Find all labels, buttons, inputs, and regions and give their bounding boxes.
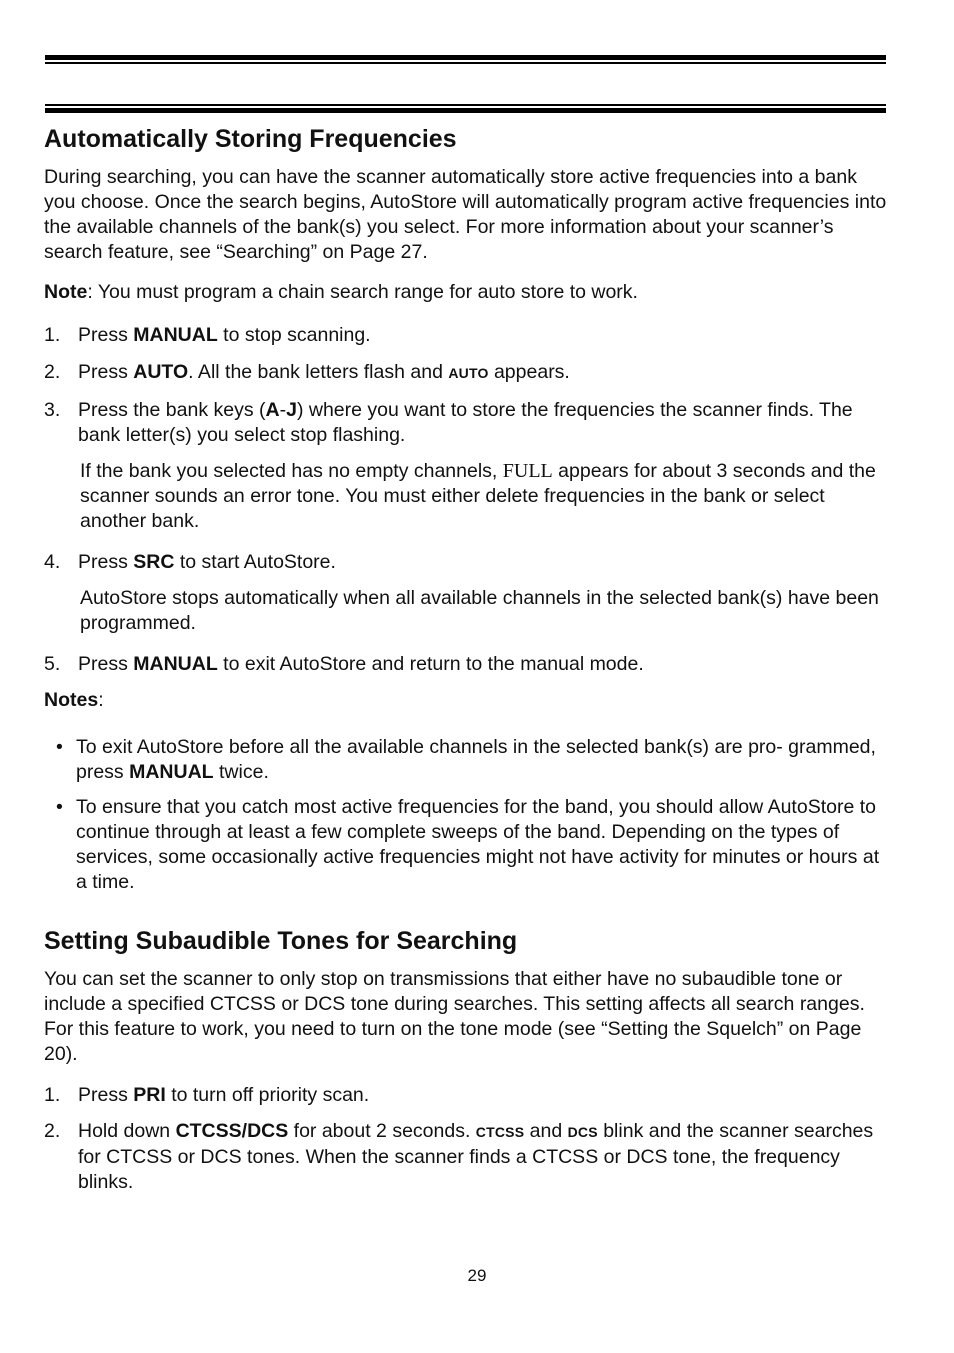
display-indicator: AUTO [448,365,489,381]
section-title-autostore: Automatically Storing Frequencies [44,125,457,153]
autostore-note [44,280,889,305]
note-label: Note [44,281,88,303]
key-label: CTCSS/DCS [175,1120,289,1142]
key-label: MANUAL [129,761,214,783]
autostore-intro: During searching, you can have the scanner automatically store active frequencies into a bank you choose. Once the search begins, AutoStore will automatically program active frequencies into the available channels of the bank(s) you select. For more information about your scanner’s search feature, see “Searching” on Page 27. [44,166,887,263]
display-indicator: DCS [567,1124,598,1140]
key-label: AUTO [133,361,189,383]
notes-list [44,735,889,895]
key-label: A [265,399,280,421]
section-rule [45,104,886,113]
bullet-icon: • [56,736,63,758]
display-indicator: CTCSS [475,1124,525,1140]
autostore-steps [44,323,889,677]
step-1: 1. Press PRI to turn off priority scan. [44,1084,370,1106]
section-title-subaudible: Setting Subaudible Tones for Searching [44,927,518,955]
key-label: J [286,399,297,421]
page-content [44,122,889,1195]
key-label: SRC [133,551,175,573]
page-number: 29 [467,1266,487,1285]
note-text: : You must program a chain search range for auto store to work. [87,281,638,303]
key-label: MANUAL [133,324,218,346]
subaudible-steps [44,1083,889,1195]
subaudible-intro: You can set the scanner to only stop on transmissions that either have no subaudible tone or include a specified CTCSS or DCS tone during searches. This setting affects all search ranges. For this feature to work, you need to turn on the tone mode (see “Setting the Squelch” on Page 20). [44,968,865,1065]
display-indicator: FULL [502,460,553,482]
key-label: MANUAL [133,653,218,675]
bullet-icon: • [56,796,63,818]
step-3-detail: If the bank you selected has no empty channels, FULL appears for about 3 seconds and the scanner sounds an error tone. You must either delete frequencies in the bank or select another bank. [80,460,876,532]
note-bullet: • To exit AutoStore before all the available channels in the selected bank(s) are pro- grammed, press MANUAL twice. [56,736,876,783]
step-5: 5. Press MANUAL to exit AutoStore and return to the manual mode. [44,653,644,675]
notes-heading: Notes: [44,689,104,711]
step-2: 2. Hold down CTCSS/DCS for about 2 seconds. CTCSS and DCS blink and the scanner searches for CTCSS or DCS tones. When the scanner finds a CTCSS or DCS tone, the frequency blinks. [44,1120,874,1193]
step-2: 2. Press AUTO. All the bank letters flash and AUTO appears. [44,361,570,383]
key-label: PRI [133,1084,166,1106]
step-4-detail: AutoStore stops automatically when all available channels in the selected bank(s) have been programmed. [80,587,879,634]
step-3: 3. Press the bank keys (A-J) where you want to store the frequencies the scanner finds. The bank letter(s) you select stop flashing. [44,399,853,446]
note-bullet: • To ensure that you catch most active frequencies for the band, you should allow AutoStore to continue through at least a few complete sweeps of the band. Depending on the types of services, some occasionally active frequencies might not have activity for minutes or hours at a time. [56,796,880,893]
step-1: 1. Press MANUAL to stop scanning. [44,324,371,346]
step-4: 4. Press SRC to start AutoStore. [44,551,336,573]
top-rule [45,55,886,64]
